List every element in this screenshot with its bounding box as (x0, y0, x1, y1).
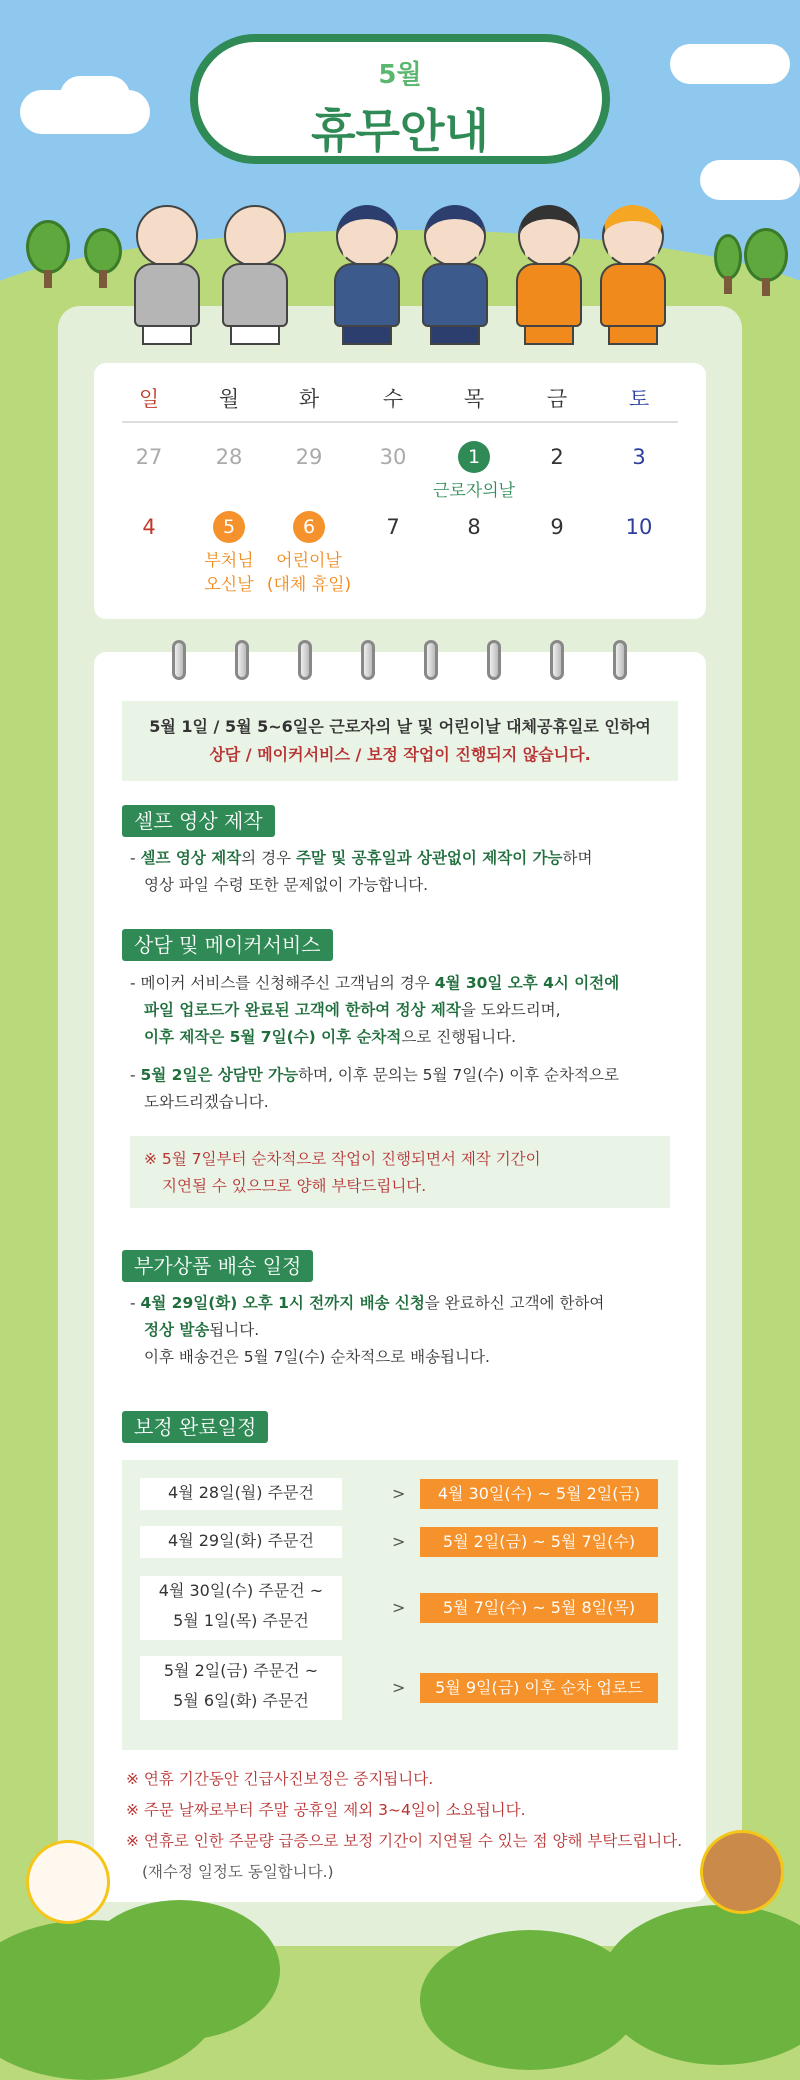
calendar-day-holiday (189, 511, 269, 543)
calendar-day: 2 (550, 445, 564, 469)
warn-line1: ※ 5월 7일부터 순차적으로 작업이 진행되면서 제작 기간이 (144, 1150, 541, 1168)
police-character-icon (330, 205, 404, 345)
character-illustration (120, 195, 680, 345)
calendar-card (94, 363, 706, 619)
body-text: 메이커 서비스를 신청해주신 고객님의 경우 (140, 974, 435, 992)
schedule-complete-date: 5월 9일(금) 이후 순차 업로드 (420, 1673, 658, 1703)
calendar-day: 27 (135, 445, 163, 469)
buddha-label-line1: 부처님 (204, 551, 254, 571)
delay-warning (130, 1136, 670, 1208)
binder-ring-icon (487, 640, 501, 680)
order-date-line: 5월 6일(화) 주문건 (173, 1691, 309, 1710)
cloud (60, 76, 130, 116)
order-date-line: 5월 1일(목) 주문건 (173, 1611, 309, 1630)
dash: - (130, 1066, 141, 1084)
tree-icon (84, 228, 122, 288)
binder-ring-icon (424, 640, 438, 680)
binder-ring-icon (298, 640, 312, 680)
page-title: 휴무안내 (311, 104, 489, 158)
calendar-day-holiday (269, 511, 349, 543)
calendar-day: 8 (467, 515, 481, 539)
dash: - (130, 974, 141, 992)
emph-text: 정상 발송 (144, 1321, 210, 1339)
calendar-day: 29 (295, 445, 323, 469)
buddha-label-line2: 오신날 (204, 575, 254, 595)
body-text: 이후 배송건은 5월 7일(수) 순차적으로 배송됩니다. (144, 1348, 490, 1366)
tree-icon (26, 220, 70, 288)
cloud (670, 44, 790, 84)
puppy-icon (26, 1840, 110, 1924)
rescuer-character-icon (512, 205, 586, 345)
body-text: 을 완료하신 고객에 한하여 (424, 1294, 605, 1312)
calendar-day: 9 (550, 515, 564, 539)
self-video-text (130, 845, 670, 899)
calendar-divider (122, 421, 678, 423)
weekday-sat: 토 (628, 387, 650, 411)
dash: - (130, 849, 141, 867)
emph-text: 셀프 영상 제작 (140, 849, 242, 867)
body-text: 하며 (562, 849, 593, 867)
title-banner (190, 34, 610, 164)
firefighter-character-icon (596, 205, 670, 345)
weekday-mon: 월 (218, 387, 240, 411)
binder-ring-icon (172, 640, 186, 680)
weekday-tue: 화 (298, 387, 320, 411)
body-text: 영상 파일 수령 또한 문제없이 가능합니다. (144, 876, 429, 894)
calendar-day: 4 (142, 515, 156, 539)
binder-ring-icon (235, 640, 249, 680)
children-label-line2: (대체 휴일) (266, 575, 352, 595)
weekday-thu: 목 (463, 387, 485, 411)
binder-ring-icon (361, 640, 375, 680)
schedule-order-date (140, 1576, 342, 1640)
body-text: 하며, 이후 문의는 5월 7일(수) 이후 순차적으로 (298, 1066, 619, 1084)
arrow-icon: > (392, 1484, 406, 1503)
buddha-day-date: 5 (213, 511, 245, 543)
weekday-wed: 수 (382, 387, 404, 411)
children-day-date: 6 (293, 511, 325, 543)
calendar-day: 10 (625, 515, 653, 539)
correction-schedule (122, 1460, 678, 1750)
weekday-sun: 일 (138, 387, 160, 411)
weekday-fri: 금 (546, 387, 568, 411)
order-date-line: 5월 2일(금) 주문건 ~ (163, 1661, 319, 1680)
binder-ring-icon (550, 640, 564, 680)
binder-ring-icon (613, 640, 627, 680)
bush-decoration (80, 1900, 280, 2040)
section-title-consult: 상담 및 메이커서비스 (122, 929, 333, 961)
dash: - (130, 1294, 141, 1312)
schedule-order-date (140, 1478, 342, 1510)
emph-text: 이후 제작은 5월 7일(수) 이후 순차적 (144, 1028, 402, 1046)
calendar-day: 28 (215, 445, 243, 469)
calendar-day: 7 (386, 515, 400, 539)
schedule-complete-date: 5월 7일(수) ~ 5월 8일(목) (420, 1593, 658, 1623)
schedule-complete-date: 4월 30일(수) ~ 5월 2일(금) (420, 1479, 658, 1509)
consult-text-1 (130, 970, 670, 1051)
calendar-day: 30 (379, 445, 407, 469)
emph-text: 5월 2일은 상담만 가능 (140, 1066, 299, 1084)
calendar-day-holiday (434, 441, 514, 473)
body-text: 으로 진행됩니다. (401, 1028, 517, 1046)
children-day-label (229, 549, 389, 597)
schedule-complete-date: 5월 2일(금) ~ 5월 7일(수) (420, 1527, 658, 1557)
arrow-icon: > (392, 1678, 406, 1697)
closure-notice (122, 701, 678, 781)
consult-text-2 (130, 1062, 670, 1116)
emph-text: 4월 29일(화) 오후 1시 전까지 배송 신청 (140, 1294, 425, 1312)
order-date-line: 4월 28일(월) 주문건 (168, 1483, 314, 1502)
tree-icon (744, 228, 788, 296)
calendar-day: 3 (632, 445, 646, 469)
body-text: 됩니다. (209, 1321, 260, 1339)
schedule-order-date (140, 1526, 342, 1558)
arrow-icon: > (392, 1532, 406, 1551)
schedule-order-date (140, 1656, 342, 1720)
labor-day-date: 1 (458, 441, 490, 473)
section-title-correction: 보정 완료일정 (122, 1411, 268, 1443)
children-label-line1: 어린이날 (276, 551, 342, 571)
section-title-shipping: 부가상품 배송 일정 (122, 1250, 313, 1282)
emph-text: 4월 30일 오후 4시 이전에 (434, 974, 620, 992)
monk-character-icon (130, 205, 204, 345)
body-text: 도와드리겠습니다. (144, 1093, 269, 1111)
cloud (700, 160, 800, 200)
police-character-icon (418, 205, 492, 345)
monk-character-icon (218, 205, 292, 345)
emph-text: 주말 및 공휴일과 상관없이 제작이 가능 (295, 849, 563, 867)
footer-note: ※ 연휴 기간동안 긴급사진보정은 중지됩니다. (126, 1770, 434, 1788)
puppy-icon (700, 1830, 784, 1914)
arrow-icon: > (392, 1598, 406, 1617)
shipping-text (130, 1290, 670, 1371)
footer-note: ※ 연휴로 인한 주문량 급증으로 보정 기간이 지연될 수 있는 점 양해 부탁드립니다. (126, 1832, 683, 1850)
body-text: 을 도와드리며, (460, 1001, 561, 1019)
order-date-line: 4월 30일(수) 주문건 ~ (158, 1581, 324, 1600)
warn-line2: 지연될 수 있으므로 양해 부탁드립니다. (162, 1177, 427, 1195)
notice-line2: 상담 / 메이커서비스 / 보정 작업이 진행되지 않습니다. (209, 745, 591, 764)
emph-text: 파일 업로드가 완료된 고객에 한하여 정상 제작 (144, 1001, 461, 1019)
footer-note: (재수정 일정도 동일합니다.) (142, 1863, 334, 1881)
body-text: 의 경우 (241, 849, 296, 867)
month-label: 5월 (378, 60, 422, 90)
section-title-self-video: 셀프 영상 제작 (122, 805, 275, 837)
order-date-line: 4월 29일(화) 주문건 (168, 1531, 314, 1550)
tree-icon (714, 234, 742, 294)
notice-line1: 5월 1일 / 5월 5~6일은 근로자의 날 및 어린이날 대체공휴일로 인하여 (149, 717, 651, 736)
labor-day-label: 근로자의날 (432, 481, 516, 501)
footer-note: ※ 주문 날짜로부터 주말 공휴일 제외 3~4일이 소요됩니다. (126, 1801, 526, 1819)
